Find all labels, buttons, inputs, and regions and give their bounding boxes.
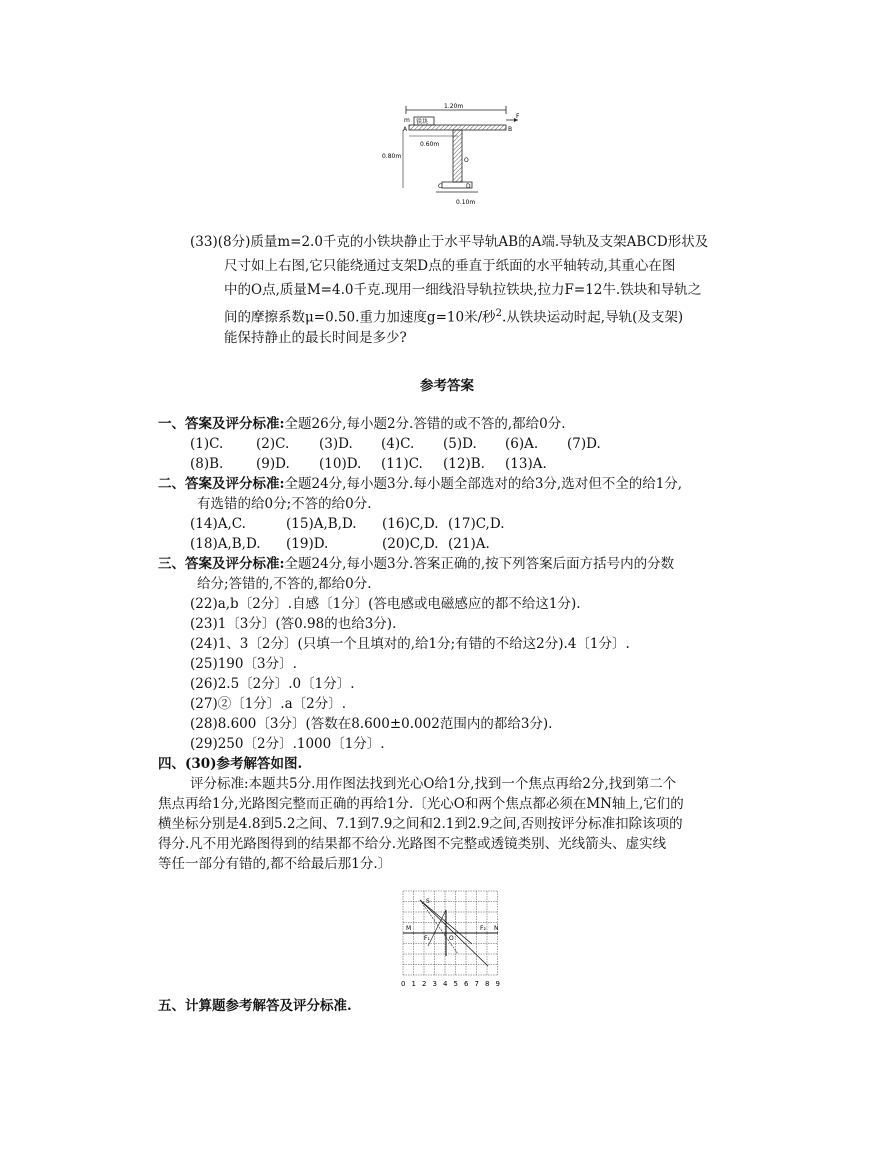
sec3-head: 三、答案及评分标准:全题24分,每小题3分.答案正确的,按下列答案后面方括号内的分数 [158, 556, 675, 572]
svg-text:F₁: F₁ [424, 935, 430, 942]
sec4-line1: 评分标准:本题共5分.用作图法找到光心O给1分,找到一个焦点再给2分,找到第二个 [190, 776, 677, 792]
axis-tick-label: 5 [453, 980, 458, 988]
svg-text:A: A [403, 126, 408, 133]
svg-text:M: M [406, 925, 412, 932]
svg-text:C: C [438, 183, 443, 190]
sec2-head: 二、答案及评分标准:全题24分,每小题3分.每小题全部选对的给3分,选对但不全的给1分, [158, 476, 683, 492]
answer-24: (24)1、3〔2分〕(只填一个且填对的,给1分;有错的不给这2分).4〔1分〕. [190, 636, 630, 652]
svg-text:N: N [494, 925, 499, 932]
sec2-row1: (14)A,C. (15)A,B,D. (16)C,D. (17)C,D. [190, 516, 505, 532]
svg-text:m: m [404, 117, 410, 124]
svg-text:O: O [464, 157, 469, 164]
len-top-label: 1.20m [444, 103, 464, 110]
svg-text:0.80m: 0.80m [382, 153, 402, 160]
sec5-head: 五、计算题参考解答及评分标准. [158, 998, 352, 1014]
rail-AB [409, 125, 506, 130]
q33-line3: 中的O点,质量M=4.0千克.现用一细线沿导轨拉铁块,拉力F=12牛.铁块和导轨之 [224, 282, 702, 298]
sec4-line2: 焦点再给1分,光路图完整而正确的再给1分.〔光心O和两个焦点都必须在MN轴上,它们的 [158, 796, 684, 812]
sec2-row2: (18)A,B,D. (19)D. (20)C,D. (21)A. [190, 536, 490, 552]
q33-line1: (33)(8分)质量m=2.0千克的小铁块静止于水平导轨AB的A端.导轨及支架ABCD形状及 [190, 234, 709, 250]
answer-28: (28)8.600〔3分〕(答数在8.600±0.002范围内的都给3分). [190, 716, 553, 732]
axis-tick-label: 6 [464, 980, 469, 988]
optics-grid-figure [398, 888, 506, 990]
svg-text:D: D [466, 183, 471, 190]
axis-tick-label: 0 [401, 980, 406, 988]
answer-23: (23)1〔3分〕(答0.98的也给3分). [190, 616, 397, 632]
sec1-row2: (8)B. (9)D. (10)D. (11)C. (12)B. (13)A. [190, 456, 547, 472]
axis-tick-label: 7 [474, 980, 479, 988]
axis-tick-label: 8 [485, 980, 490, 988]
sec2-text2: 有选错的给0分;不答的给0分. [197, 496, 372, 512]
sec4-line3: 横坐标分别是4.8到5.2之间、7.1到7.9之间和2.1到2.9之间,否则按评分标准扣除该项的 [158, 816, 683, 832]
svg-text:0.60m: 0.60m [420, 141, 440, 148]
svg-text:0.10m: 0.10m [456, 199, 476, 206]
axis-tick-label: 1 [411, 980, 416, 988]
sec4-line5: 等任一部分有错的,都不给最后那1分.〕 [158, 856, 392, 872]
svg-text:S: S [426, 898, 430, 905]
answers-title: 参考答案 [420, 378, 474, 394]
q33-line2: 尺寸如上右图,它只能绕通过支架D点的垂直于纸面的水平轴转动,其重心在图 [224, 258, 676, 274]
answer-29: (29)250〔2分〕.1000〔1分〕. [190, 736, 385, 752]
sec4-head: 四、(30)参考解答如图. [158, 756, 303, 772]
svg-text:铁块: 铁块 [416, 118, 429, 126]
sec4-line4: 得分.凡不用光路图得到的结果都不给分.光路图不完整或透镜类别、光线箭头、虚实线 [158, 836, 667, 852]
svg-text:F₂: F₂ [480, 925, 486, 932]
sec3-text2: 给分;答错的,不答的,都给0分. [197, 576, 372, 592]
axis-tick-label: 9 [495, 980, 500, 988]
axis-tick-label: 4 [443, 980, 448, 988]
axis-tick-label: 2 [422, 980, 427, 988]
svg-text:F: F [516, 113, 520, 120]
rail-support-figure [376, 100, 526, 218]
svg-text:B: B [508, 126, 513, 133]
q33-line4: 间的摩擦系数μ=0.50.重力加速度g=10米/秒$^2$.从铁块运动时起,导轨(及支架) [224, 308, 684, 326]
axis-tick-label: 3 [432, 980, 437, 988]
sec1-row1: (1)C. (2)C. (3)D. (4)C. (5)D. (6)A. (7)D. [190, 436, 601, 452]
answer-25: (25)190〔3分〕. [190, 656, 297, 672]
support-column [453, 130, 462, 182]
answer-26: (26)2.5〔2分〕.0〔1分〕. [190, 676, 355, 692]
q33-line5: 能保持静止的最长时间是多少? [224, 330, 407, 346]
answer-22: (22)a,b〔2分〕.自感〔1分〕(答电感或电磁感应的都不给这1分). [190, 596, 581, 612]
sec1-head: 一、答案及评分标准:全题26分,每小题2分.答错的或不答的,都给0分. [158, 416, 566, 432]
answer-27: (27)②〔1分〕.a〔2分〕. [190, 696, 347, 712]
svg-text:O: O [449, 935, 454, 942]
